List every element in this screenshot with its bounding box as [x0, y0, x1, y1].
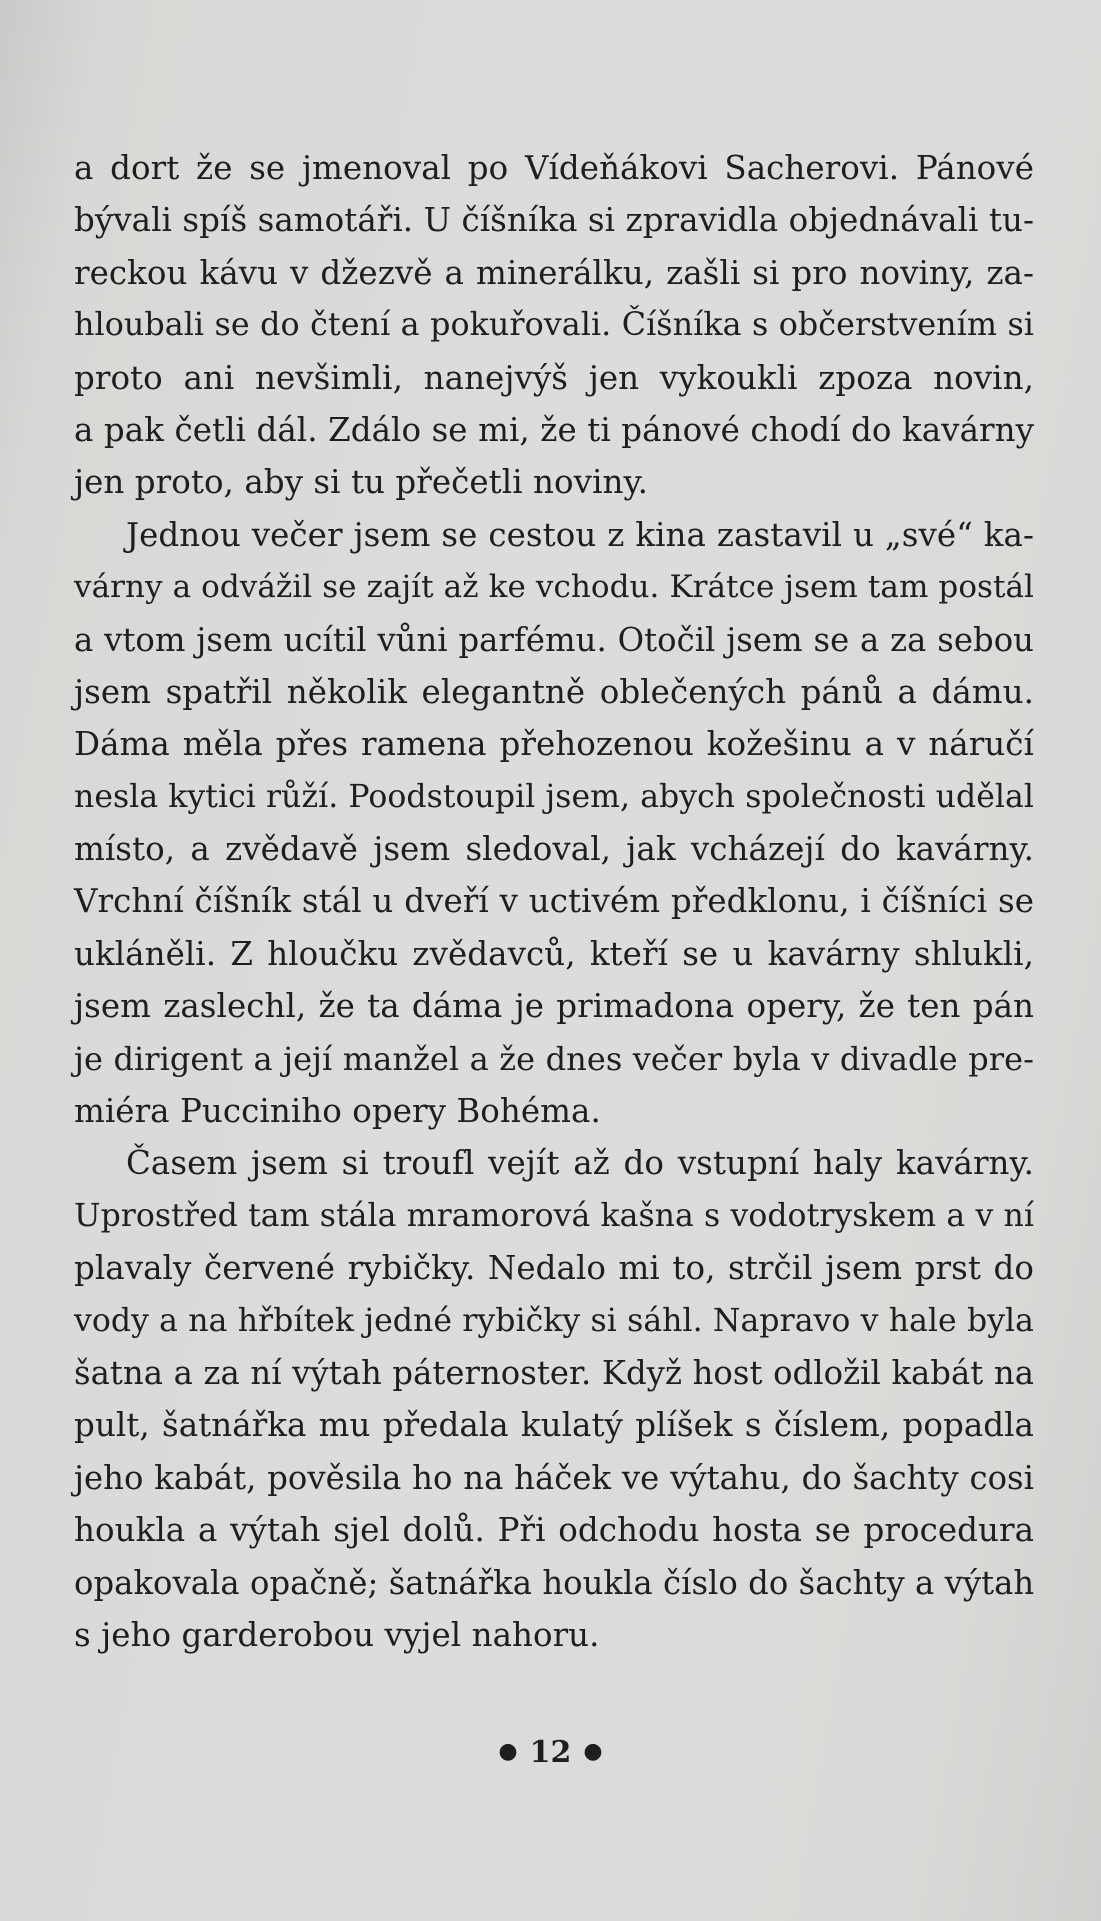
text-line: s jeho garderobou vyjel nahoru.: [74, 1615, 600, 1654]
text-line: jen proto, aby si tu přečetli noviny.: [74, 463, 648, 502]
text-line: reckou kávu v džezvě a minerálku, zašli si pro noviny, za-: [74, 253, 1034, 292]
text-line: plavaly červené rybičky. Nedalo mi to, strčil jsem prst do: [74, 1249, 1034, 1288]
text-line: nesla kytici růží. Poodstoupil jsem, abych společnosti udělal: [74, 778, 1034, 815]
text-line: šatna a za ní výtah páternoster. Když host odložil kabát na: [74, 1353, 1034, 1392]
text-line: místo, a zvědavě jsem sledoval, jak vcházejí do kavárny.: [74, 830, 1034, 869]
body-text: [74, 142, 1034, 1661]
text-line: je dirigent a její manžel a že dnes večer byla v divadle pre-: [74, 1039, 1034, 1078]
text-line: Uprostřed tam stála mramorová kašna s vodotryskem a v ní: [74, 1197, 1034, 1234]
text-line: jsem spatřil několik elegantně oblečených pánů a dámu.: [74, 672, 1034, 711]
bullet-icon: ●: [583, 1738, 603, 1764]
text-line: hloubali se do čtení a pokuřovali. Číšníka s občerstvením si: [74, 307, 1034, 344]
text-line: bývali spíš samotáři. U číšníka si zpravidla objednávali tu-: [74, 201, 1034, 240]
text-line: a pak četli dál. Zdálo se mi, že ti pánové chodí do kavárny: [74, 410, 1034, 449]
text-line: Dáma měla přes ramena přehozenou kožešinu a v náručí: [74, 725, 1034, 764]
text-line: Časem jsem si troufl vejít až do vstupní haly kavárny.: [126, 1144, 1034, 1183]
text-line: jsem zaslechl, že ta dáma je primadona opery, že ten pán: [74, 987, 1034, 1026]
text-line: a vtom jsem ucítil vůni parfému. Otočil jsem se a za sebou: [74, 620, 1034, 659]
text-line: Jednou večer jsem se cestou z kina zastavil u „své“ ka-: [126, 515, 1034, 554]
text-line: vody a na hřbítek jedné rybičky si sáhl. Napravo v hale byla: [74, 1302, 1034, 1339]
page-number-value: 12: [529, 1735, 572, 1770]
text-line: Vrchní číšník stál u dveří v uctivém předklonu, i číšníci se: [74, 882, 1034, 921]
text-line: a dort že se jmenoval po Vídeňákovi Sacherovi. Pánové: [74, 149, 1034, 187]
text-line: várny a odvážil se zajít až ke vchodu. Krátce jsem tam postál: [74, 569, 1034, 606]
text-line: houkla a výtah sjel dolů. Při odchodu hosta se procedura: [74, 1511, 1034, 1550]
text-line: pult, šatnářka mu předala kulatý plíšek s číslem, popadla: [74, 1406, 1034, 1445]
text-line: jeho kabát, pověsila ho na háček ve výtahu, do šachty cosi: [74, 1458, 1034, 1497]
text-line: ukláněli. Z hloučku zvědavců, kteří se u kavárny shlukli,: [74, 934, 1034, 973]
text-line: opakovala opačně; šatnářka houkla číslo do šachty a výtah: [74, 1563, 1035, 1602]
text-line: proto ani nevšimli, nanejvýš jen vykoukli zpoza novin,: [74, 358, 1034, 397]
bullet-icon: ●: [498, 1738, 518, 1764]
text-line: miéra Pucciniho opery Bohéma.: [74, 1092, 601, 1131]
page-number: [0, 1735, 1101, 1770]
